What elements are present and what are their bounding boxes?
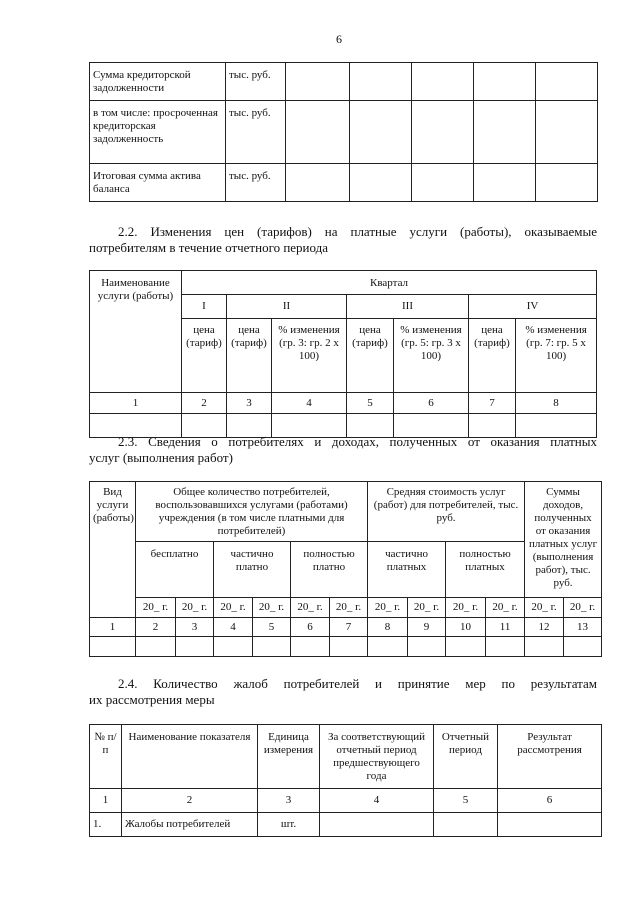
year-cell: 20_ г. xyxy=(368,598,408,618)
col-total-consumers: Общее количество потребителей, воспользовавшихся услугами (работами) учреждения (в том числе платными для потребителей) xyxy=(136,482,368,542)
section-2-3-heading-line2: услуг (выполнения работ) xyxy=(89,450,233,465)
col-number: 2 xyxy=(122,789,258,813)
section-2-3-heading-line1: 2.3. Сведения о потребителях и доходах, полученных от оказания платных xyxy=(118,434,597,449)
column-numbers-row xyxy=(90,789,602,813)
sub-price: цена (тариф) xyxy=(182,319,227,393)
col-number: 4 xyxy=(320,789,434,813)
table-row xyxy=(90,63,598,101)
col-number: 3 xyxy=(227,393,272,414)
quarter-4: IV xyxy=(469,295,597,319)
section-2-4-heading-line1: 2.4. Количество жалоб потребителей и принятие мер по результатам xyxy=(118,676,597,691)
column-numbers-row xyxy=(90,393,597,414)
quarter-2: II xyxy=(227,295,347,319)
col-number: 13 xyxy=(564,618,602,637)
col-number: 9 xyxy=(408,618,446,637)
sub-pct-change: % изменения (гр. 7: гр. 5 x 100) xyxy=(516,319,597,393)
col-number: 11 xyxy=(486,618,525,637)
sub-partial: частично платно xyxy=(214,542,291,598)
col-no: № п/п xyxy=(90,725,122,789)
row-label: Сумма кредиторской задолженности xyxy=(90,63,226,101)
col-number: 4 xyxy=(272,393,347,414)
col-number: 7 xyxy=(330,618,368,637)
year-cell: 20_ г. xyxy=(253,598,291,618)
sub-price: цена (тариф) xyxy=(469,319,516,393)
year-cell: 20_ г. xyxy=(330,598,368,618)
empty-row xyxy=(90,637,602,657)
complaints-table xyxy=(89,724,602,837)
section-2-2-heading-line1: 2.2. Изменения цен (тарифов) на платные услуги (работы), оказываемые xyxy=(118,224,597,239)
table-row xyxy=(90,813,602,837)
col-number: 2 xyxy=(136,618,176,637)
year-cell: 20_ г. xyxy=(176,598,214,618)
col-number: 12 xyxy=(525,618,564,637)
sub-pct-change: % изменения (гр. 5: гр. 3 x 100) xyxy=(394,319,469,393)
col-indicator: Наименование показателя xyxy=(122,725,258,789)
sub-full: полностью платно xyxy=(291,542,368,598)
col-number: 4 xyxy=(214,618,253,637)
row-label: Итоговая сумма актива баланса xyxy=(90,164,226,202)
row-unit: тыс. руб. xyxy=(226,164,286,202)
price-changes-table xyxy=(89,270,597,438)
row-unit: тыс. руб. xyxy=(226,101,286,164)
row-label: в том числе: просроченная кредиторская задолженность xyxy=(90,101,226,164)
table-row xyxy=(90,101,598,164)
quarter-1: I xyxy=(182,295,227,319)
row-indicator: Жалобы потребителей xyxy=(122,813,258,837)
column-numbers-row xyxy=(90,618,602,637)
balance-table xyxy=(89,62,598,202)
sub-free: бесплатно xyxy=(136,542,214,598)
row-unit: шт. xyxy=(258,813,320,837)
col-number: 7 xyxy=(469,393,516,414)
sub-partial-paid: частично платных xyxy=(368,542,446,598)
row-unit: тыс. руб. xyxy=(226,63,286,101)
col-number: 6 xyxy=(291,618,330,637)
col-income: Суммы доходов, полученных от оказания платных услуг (выполнения работ), тыс. руб. xyxy=(525,482,602,598)
sub-price: цена (тариф) xyxy=(347,319,394,393)
quarter-3: III xyxy=(347,295,469,319)
consumers-income-table xyxy=(89,481,602,657)
col-number: 6 xyxy=(498,789,602,813)
col-report-period: Отчетный период xyxy=(434,725,498,789)
col-number: 1 xyxy=(90,393,182,414)
col-type: Вид услуги (работы) xyxy=(90,482,136,618)
sub-price: цена (тариф) xyxy=(227,319,272,393)
col-number: 8 xyxy=(368,618,408,637)
col-number: 8 xyxy=(516,393,597,414)
sub-full-paid: полностью платных xyxy=(446,542,525,598)
col-number: 1 xyxy=(90,789,122,813)
col-number: 5 xyxy=(347,393,394,414)
table-row xyxy=(90,164,598,202)
year-cell: 20_ г. xyxy=(525,598,564,618)
year-cell: 20_ г. xyxy=(291,598,330,618)
year-cell: 20_ г. xyxy=(408,598,446,618)
col-number: 10 xyxy=(446,618,486,637)
col-number: 3 xyxy=(258,789,320,813)
row-no: 1. xyxy=(90,813,122,837)
col-number: 1 xyxy=(90,618,136,637)
col-number: 3 xyxy=(176,618,214,637)
col-number: 5 xyxy=(434,789,498,813)
col-unit: Единица измерения xyxy=(258,725,320,789)
col-number: 2 xyxy=(182,393,227,414)
col-prev-period: За соответствующий отчетный период предшествующего года xyxy=(320,725,434,789)
sub-pct-change: % изменения (гр. 3: гр. 2 x 100) xyxy=(272,319,347,393)
col-result: Результат рассмотрения xyxy=(498,725,602,789)
section-2-4-heading-line2: их рассмотрения меры xyxy=(89,692,215,707)
col-number: 6 xyxy=(394,393,469,414)
year-cell: 20_ г. xyxy=(136,598,176,618)
year-cell: 20_ г. xyxy=(446,598,486,618)
col-avg-cost: Средняя стоимость услуг (работ) для потребителей, тыс. руб. xyxy=(368,482,525,542)
year-cell: 20_ г. xyxy=(564,598,602,618)
section-2-2-heading-line2: потребителям в течение отчетного периода xyxy=(89,240,329,255)
col-service: Наименование услуги (работы) xyxy=(90,271,182,393)
year-cell: 20_ г. xyxy=(214,598,253,618)
col-number: 5 xyxy=(253,618,291,637)
page-number: 6 xyxy=(336,32,342,46)
year-cell: 20_ г. xyxy=(486,598,525,618)
col-quarter: Квартал xyxy=(182,271,597,295)
